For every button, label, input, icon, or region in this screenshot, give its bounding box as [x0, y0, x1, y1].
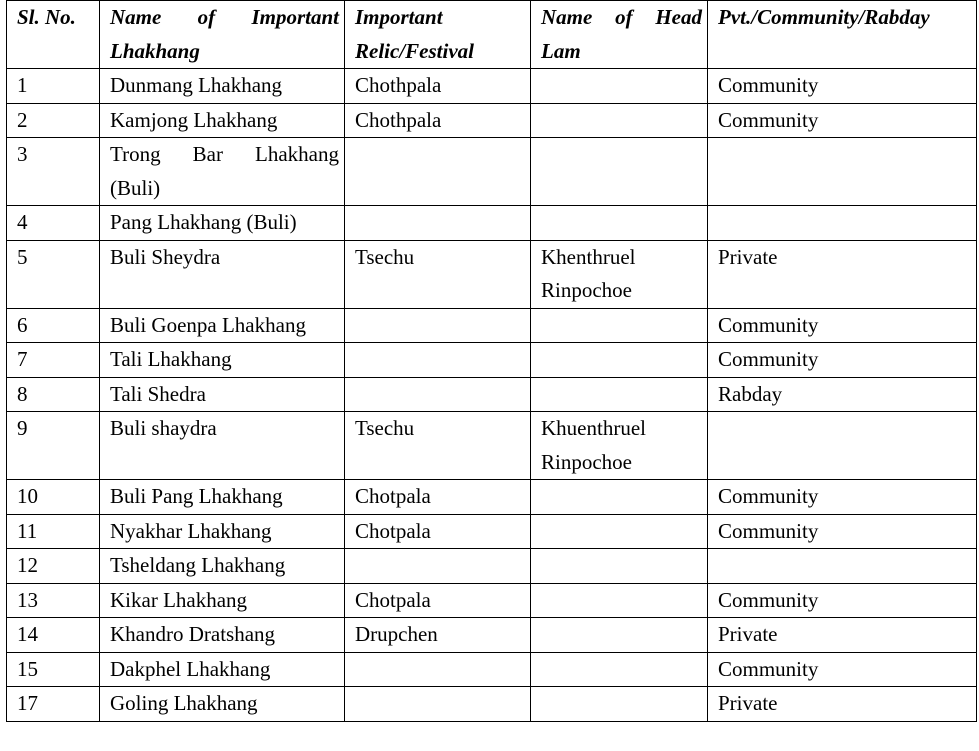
table-row: [7, 138, 977, 206]
cell-name: Kamjong Lhakhang: [100, 103, 345, 138]
cell-sl-no: 12: [7, 549, 100, 584]
cell-relic: [345, 308, 531, 343]
cell-head-lam: Khuenthruel Rinpochoe: [531, 412, 708, 480]
cell-sl-no: 15: [7, 652, 100, 687]
cell-sl-no: 9: [7, 412, 100, 480]
cell-name: Kikar Lhakhang: [100, 583, 345, 618]
cell-type: Private: [708, 687, 977, 722]
cell-type: Community: [708, 652, 977, 687]
cell-relic: Chothpala: [345, 69, 531, 104]
cell-head-lam: [531, 377, 708, 412]
header-row: [7, 1, 977, 69]
table-row: [7, 240, 977, 308]
cell-sl-no: 7: [7, 343, 100, 378]
cell-relic: [345, 687, 531, 722]
table-body: [7, 69, 977, 722]
cell-relic: [345, 377, 531, 412]
cell-type: [708, 412, 977, 480]
header-head-lam: Name of Head Lam: [531, 1, 708, 69]
table-row: [7, 549, 977, 584]
table-header: [7, 1, 977, 69]
cell-head-lam: [531, 206, 708, 241]
cell-sl-no: 1: [7, 69, 100, 104]
cell-relic: Tsechu: [345, 240, 531, 308]
cell-head-lam: [531, 652, 708, 687]
cell-type: Community: [708, 69, 977, 104]
cell-relic: [345, 343, 531, 378]
cell-relic: Tsechu: [345, 412, 531, 480]
cell-type: Private: [708, 618, 977, 653]
cell-type: Community: [708, 103, 977, 138]
cell-sl-no: 2: [7, 103, 100, 138]
cell-relic: [345, 206, 531, 241]
cell-sl-no: 11: [7, 514, 100, 549]
cell-type: Community: [708, 480, 977, 515]
cell-sl-no: 17: [7, 687, 100, 722]
cell-type: Community: [708, 308, 977, 343]
cell-head-lam: [531, 549, 708, 584]
table-row: [7, 583, 977, 618]
cell-name: Pang Lhakhang (Buli): [100, 206, 345, 241]
cell-name: Goling Lhakhang: [100, 687, 345, 722]
cell-sl-no: 8: [7, 377, 100, 412]
cell-name: Buli Goenpa Lhakhang: [100, 308, 345, 343]
cell-head-lam: [531, 480, 708, 515]
table-row: [7, 480, 977, 515]
lhakhang-table: [6, 0, 977, 722]
cell-name: Buli Sheydra: [100, 240, 345, 308]
header-name: Name of Important Lhakhang: [100, 1, 345, 69]
header-relic: Important Relic/Festival: [345, 1, 531, 69]
cell-name: Trong Bar Lhakhang (Buli): [100, 138, 345, 206]
cell-relic: Chotpala: [345, 480, 531, 515]
cell-sl-no: 4: [7, 206, 100, 241]
table-row: [7, 206, 977, 241]
table-row: [7, 618, 977, 653]
cell-sl-no: 6: [7, 308, 100, 343]
cell-name: Dunmang Lhakhang: [100, 69, 345, 104]
cell-head-lam: [531, 687, 708, 722]
cell-type: Community: [708, 343, 977, 378]
table-row: [7, 308, 977, 343]
cell-relic: Chotpala: [345, 583, 531, 618]
cell-relic: Chothpala: [345, 103, 531, 138]
cell-sl-no: 3: [7, 138, 100, 206]
cell-type: Community: [708, 514, 977, 549]
cell-head-lam: [531, 343, 708, 378]
cell-relic: [345, 138, 531, 206]
cell-head-lam: Khenthruel Rinpochoe: [531, 240, 708, 308]
cell-sl-no: 5: [7, 240, 100, 308]
cell-name: Nyakhar Lhakhang: [100, 514, 345, 549]
cell-type: Community: [708, 583, 977, 618]
cell-relic: [345, 549, 531, 584]
cell-sl-no: 10: [7, 480, 100, 515]
cell-sl-no: 13: [7, 583, 100, 618]
cell-head-lam: [531, 308, 708, 343]
cell-type: [708, 206, 977, 241]
cell-name: Tali Lhakhang: [100, 343, 345, 378]
cell-relic: Chotpala: [345, 514, 531, 549]
cell-name: Buli shaydra: [100, 412, 345, 480]
cell-name: Tali Shedra: [100, 377, 345, 412]
header-type: Pvt./Community/Rabday: [708, 1, 977, 69]
table-row: [7, 652, 977, 687]
cell-type: [708, 138, 977, 206]
cell-type: Private: [708, 240, 977, 308]
cell-head-lam: [531, 138, 708, 206]
cell-head-lam: [531, 618, 708, 653]
cell-relic: Drupchen: [345, 618, 531, 653]
table-row: [7, 69, 977, 104]
cell-name: Tsheldang Lhakhang: [100, 549, 345, 584]
table-row: [7, 514, 977, 549]
table-row: [7, 103, 977, 138]
table-row: [7, 343, 977, 378]
cell-type: Rabday: [708, 377, 977, 412]
cell-head-lam: [531, 514, 708, 549]
cell-name: Buli Pang Lhakhang: [100, 480, 345, 515]
cell-name: Dakphel Lhakhang: [100, 652, 345, 687]
cell-head-lam: [531, 69, 708, 104]
table-row: [7, 687, 977, 722]
cell-name: Khandro Dratshang: [100, 618, 345, 653]
table-row: [7, 412, 977, 480]
cell-type: [708, 549, 977, 584]
cell-head-lam: [531, 583, 708, 618]
cell-head-lam: [531, 103, 708, 138]
cell-sl-no: 14: [7, 618, 100, 653]
cell-relic: [345, 652, 531, 687]
table-row: [7, 377, 977, 412]
header-sl-no: Sl. No.: [7, 1, 100, 69]
